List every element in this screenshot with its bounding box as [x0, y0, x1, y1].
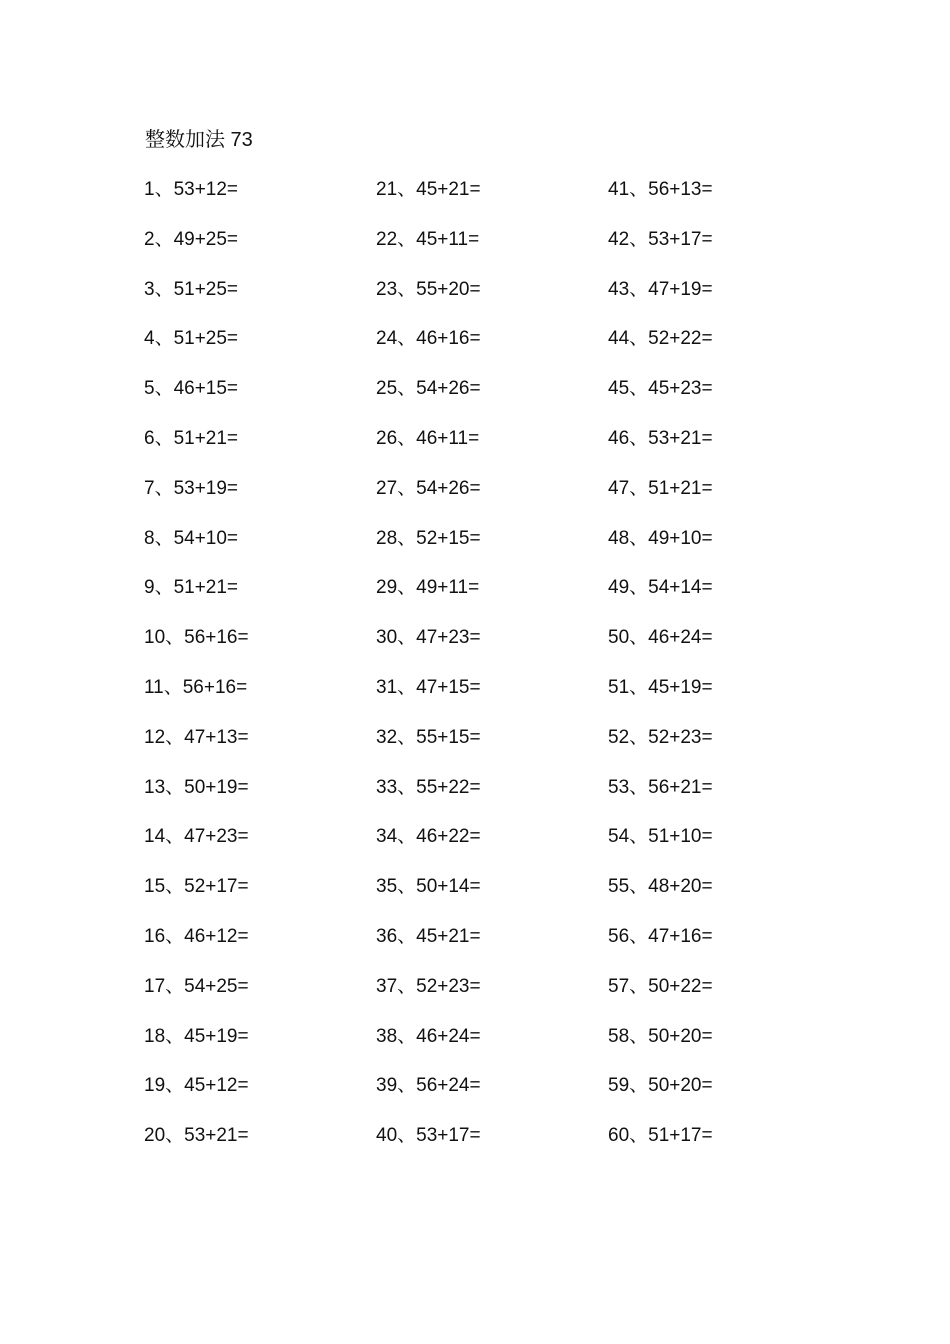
problem-item: 57、50+22= [608, 975, 713, 997]
problem-item: 60、51+17= [608, 1125, 713, 1147]
problem-item: 58、50+20= [608, 1025, 713, 1047]
problem-item: 15、52+17= [144, 876, 249, 898]
problem-item: 41、56+13= [608, 179, 713, 200]
problem-item: 23、55+20= [376, 278, 481, 300]
problem-item: 39、56+24= [376, 1075, 481, 1097]
problem-item: 40、53+17= [376, 1125, 481, 1147]
problem-item: 26、46+11= [376, 427, 480, 449]
problem-item: 6、51+21= [144, 427, 239, 449]
problem-item: 7、53+19= [144, 477, 239, 499]
problem-item: 8、54+10= [144, 527, 239, 549]
problem-column-1 [144, 176, 364, 1172]
problem-item: 56、47+16= [608, 925, 713, 947]
problem-item: 42、53+17= [608, 228, 713, 250]
problem-item: 22、45+11= [376, 228, 480, 250]
problem-item: 21、45+21= [376, 179, 481, 200]
problem-item: 33、55+22= [376, 776, 481, 798]
problem-item: 44、52+22= [608, 328, 713, 350]
problem-item: 52、52+23= [608, 726, 713, 748]
problem-item: 16、46+12= [144, 925, 249, 947]
problem-item: 35、50+14= [376, 876, 481, 898]
problem-item: 28、52+15= [376, 527, 481, 549]
problem-item: 48、49+10= [608, 527, 713, 549]
problem-item: 51、45+19= [608, 676, 713, 698]
problem-item: 49、54+14= [608, 577, 713, 599]
problem-item: 19、45+12= [144, 1075, 249, 1097]
problem-item: 55、48+20= [608, 876, 713, 898]
problem-item: 11、56+16= [144, 676, 248, 698]
problem-column-3 [608, 176, 828, 1172]
problem-item: 27、54+26= [376, 477, 481, 499]
problem-item: 59、50+20= [608, 1075, 713, 1097]
problem-item: 12、47+13= [144, 726, 249, 748]
problem-item: 36、45+21= [376, 925, 481, 947]
problem-item: 1、53+12= [144, 179, 239, 200]
problem-item: 47、51+21= [608, 477, 713, 499]
problem-item: 54、51+10= [608, 826, 713, 848]
problem-item: 17、54+25= [144, 975, 249, 997]
problem-item: 45、45+23= [608, 378, 713, 400]
problem-item: 53、56+21= [608, 776, 713, 798]
problem-item: 13、50+19= [144, 776, 249, 798]
problem-item: 37、52+23= [376, 975, 481, 997]
problem-item: 9、51+21= [144, 577, 239, 599]
problem-item: 10、56+16= [144, 627, 249, 649]
problem-item: 43、47+19= [608, 278, 713, 300]
problem-item: 32、55+15= [376, 726, 481, 748]
problem-item: 2、49+25= [144, 228, 239, 250]
problem-item: 14、47+23= [144, 826, 249, 848]
problem-column-2 [376, 176, 596, 1172]
problem-item: 20、53+21= [144, 1125, 249, 1147]
problem-item: 4、51+25= [144, 328, 239, 350]
problem-item: 38、46+24= [376, 1025, 481, 1047]
problem-item: 46、53+21= [608, 427, 713, 449]
problem-item: 50、46+24= [608, 627, 713, 649]
problem-item: 18、45+19= [144, 1025, 249, 1047]
problem-item: 31、47+15= [376, 676, 481, 698]
problem-item: 3、51+25= [144, 278, 239, 300]
problem-item: 30、47+23= [376, 627, 481, 649]
problem-item: 29、49+11= [376, 577, 480, 599]
problem-item: 25、54+26= [376, 378, 481, 400]
problem-item: 24、46+16= [376, 328, 481, 350]
problem-item: 34、46+22= [376, 826, 481, 848]
worksheet-title: 整数加法 73 [145, 129, 253, 151]
problem-item: 5、46+15= [144, 378, 239, 400]
